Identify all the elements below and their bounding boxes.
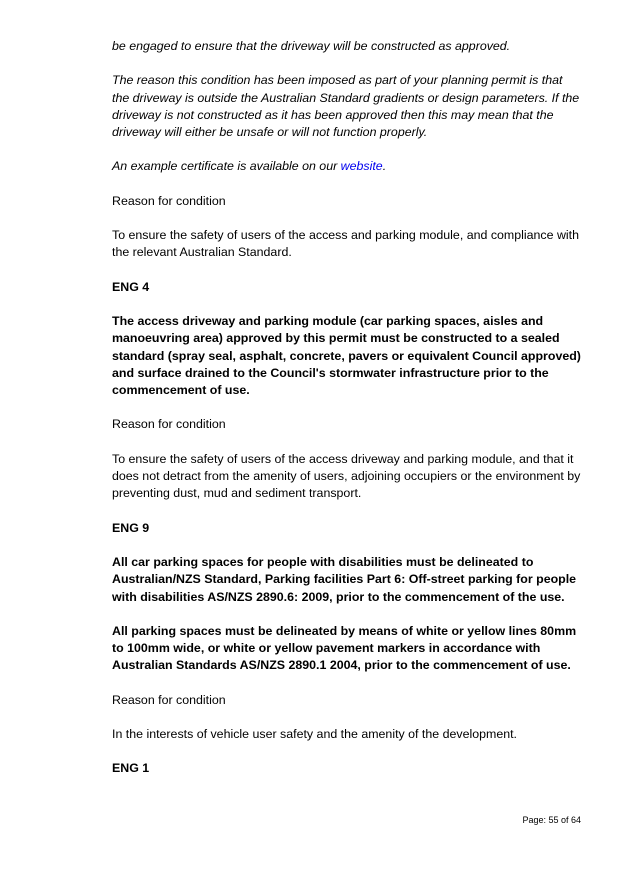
page-content [112,38,582,795]
eng9-condition-1: All car parking spaces for people with disabilities must be delineated to Australian/NZS Standard, Parking facilities Part 6: Off-street parking for people with disabilities AS/NZS 2890.6: 2009, prior to the commencement of the use. [112,554,577,604]
reason-label-3: Reason for condition [112,692,226,707]
example-certificate-text: An example certificate is available on our [112,159,341,174]
website-link[interactable]: website [340,159,383,174]
eng9-reason: In the interests of vehicle user safety and the amenity of the development. [112,727,517,742]
example-certificate-paragraph [112,158,582,175]
eng1-heading: ENG 1 [112,761,150,776]
reason-imposed-paragraph: The reason this condition has been imposed as part of your planning permit is that the driveway is outside the Australian Standard gradients or design parameters. If the driveway is not constructed as it has been approved then this may mean that the driveway will either be unsafe or will not function properly. [112,73,580,140]
reason-text-1: To ensure the safety of users of the access and parking module, and compliance with the relevant Australian Standard. [112,228,579,260]
eng4-condition: The access driveway and parking module (car parking spaces, aisles and manoeuvring area) approved by this permit must be constructed to a sealed standard (spray seal, asphalt, concrete, pavers or equivalent Council approved) and surface drained to the Council's stormwater infrastructure prior to the commencement of use. [112,313,581,398]
eng9-condition-2: All parking spaces must be delineated by means of white or yellow lines 80mm to 100mm wide, or white or yellow pavement markers in accordance with Australian Standards AS/NZS 2890.1 2004, prior to the commencement of use. [112,623,577,673]
page-number: Page: 55 of 64 [522,815,581,825]
eng4-heading: ENG 4 [112,279,150,294]
eng9-heading: ENG 9 [112,520,150,535]
intro-fragment: be engaged to ensure that the driveway will be constructed as approved. [112,39,511,53]
reason-label-2: Reason for condition [112,417,226,432]
reason-label-1: Reason for condition [112,193,226,208]
example-certificate-end: . [382,159,387,174]
eng4-reason: To ensure the safety of users of the access driveway and parking module, and that it does not detract from the amenity of users, adjoining occupiers or the environment by preventing dust, mud and sediment transport. [112,451,581,501]
